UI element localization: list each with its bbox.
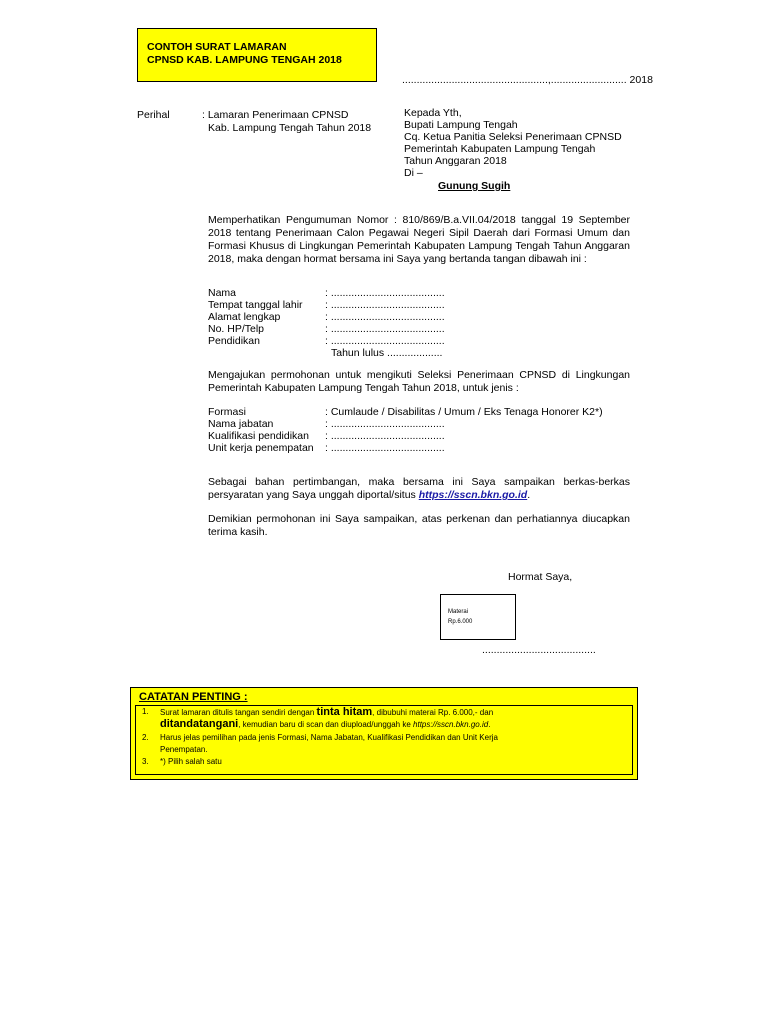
notes-list <box>135 705 633 775</box>
perihal-value: : Lamaran Penerimaan CPNSD <box>202 109 349 121</box>
field-value: : ....................................... <box>325 287 445 299</box>
date-line: ..................................................,.......................... 2018 <box>402 74 653 86</box>
paragraph-2: Mengajukan permohonan untuk mengikuti Seleksi Penerimaan CPNSD di Lingkungan Pemerintah Kabupaten Lampung Tengah Tahun 2018, untuk jenis : <box>208 369 630 394</box>
field-value: : ....................................... <box>325 442 445 454</box>
paragraph-3 <box>208 476 630 502</box>
field-label: Kualifikasi pendidikan <box>208 430 309 442</box>
notes-box <box>130 687 638 780</box>
field-label: Formasi <box>208 406 246 418</box>
note-text: *) Pilih salah satu <box>160 757 222 766</box>
note-number: 2. <box>142 733 149 742</box>
field-label: No. HP/Telp <box>208 323 265 335</box>
paragraph-3-end: . <box>527 489 531 501</box>
field-value: : ....................................... <box>325 311 445 323</box>
recipient-line-3: Cq. Ketua Panitia Seleksi Penerimaan CPNSD <box>404 131 622 143</box>
title-line-2: CPNSD KAB. LAMPUNG TENGAH 2018 <box>147 54 342 66</box>
note-text: Penempatan. <box>160 745 208 754</box>
field-label: Nama jabatan <box>208 418 274 430</box>
applicant-fields <box>0 287 768 362</box>
note-item-1 <box>136 706 632 732</box>
field-value: : ....................................... <box>325 299 445 311</box>
note-number: 1. <box>142 707 149 716</box>
recipient-line-2: Bupati Lampung Tengah <box>404 119 518 131</box>
sscn-link[interactable]: https://sscn.bkn.go.id <box>418 489 528 501</box>
note-link: https://sscn.bkn.go.id <box>413 720 489 729</box>
field-label: Alamat lengkap <box>208 311 281 323</box>
stamp-box <box>440 594 516 640</box>
closing-text: Hormat Saya, <box>508 571 573 583</box>
field-label: Tempat tanggal lahir <box>208 299 303 311</box>
note-text: , dibubuhi materai Rp. 6.000,- dan <box>372 708 494 717</box>
recipient-line-6: Di – <box>404 167 423 179</box>
paragraph-3-text: Sebagai bahan pertimbangan, maka bersama ini Saya sampaikan berkas-berkas persyaratan yang Saya unggah diportal/situs <box>208 476 630 501</box>
note-text: Surat lamaran ditulis tangan sendiri dengan <box>160 708 317 717</box>
recipient-block <box>404 107 622 179</box>
perihal-value-2: Kab. Lampung Tengah Tahun 2018 <box>208 122 372 134</box>
recipient-city: Gunung Sugih <box>438 180 511 192</box>
note-text: , kemudian baru di scan dan diupload/unggah ke <box>238 720 414 729</box>
note-emphasis: tinta hitam <box>316 706 373 718</box>
field-label: Pendidikan <box>208 335 260 347</box>
field-value: : ....................................... <box>325 430 445 442</box>
recipient-line-1: Kepada Yth, <box>404 107 462 119</box>
paragraph-1: Memperhatikan Pengumuman Nomor : 810/869/B.a.VII.04/2018 tanggal 19 September 2018 tentang Penerimaan Calon Pegawai Negeri Sipil Daerah dari Formasi Umum dan Formasi Khusus di Lingkungan Pemerintah Kabupaten Lampung Tengah Tahun Anggaran 2018, maka dengan hormat bersama ini Saya yang bertanda tangan dibawah ini : <box>208 214 630 265</box>
title-box <box>137 28 377 82</box>
signature-line: ....................................... <box>482 644 596 656</box>
recipient-line-4: Pemerintah Kabupaten Lampung Tengah <box>404 143 596 155</box>
tahun-lulus: Tahun lulus ................... <box>331 347 443 359</box>
field-value: : ....................................... <box>325 323 445 335</box>
note-text: Harus jelas pemilihan pada jenis Formasi, Nama Jabatan, Kualifikasi Pendidikan dan Unit Kerja <box>160 733 498 742</box>
note-emphasis: ditandatangani <box>160 718 239 730</box>
perihal-label: Perihal <box>137 109 170 121</box>
note-line <box>160 718 490 731</box>
stamp-label: Materai <box>448 609 469 615</box>
field-value: : ....................................... <box>325 335 445 347</box>
stamp-amount: Rp.6.000 <box>448 619 473 625</box>
note-item-2 <box>136 732 632 756</box>
title-line-1: CONTOH SURAT LAMARAN <box>147 41 287 53</box>
recipient-line-5: Tahun Anggaran 2018 <box>404 155 507 167</box>
paragraph-4: Demikian permohonan ini Saya sampaikan, atas perkenan dan perhatiannya diucapkan terima kasih. <box>208 513 630 538</box>
field-value: : ....................................... <box>325 418 445 430</box>
field-label: Nama <box>208 287 237 299</box>
notes-title: CATATAN PENTING : <box>139 691 248 703</box>
note-number: 3. <box>142 757 149 766</box>
field-label: Unit kerja penempatan <box>208 442 314 454</box>
position-fields <box>0 406 768 456</box>
note-text: . <box>488 720 491 729</box>
note-item-3 <box>136 756 632 770</box>
field-value: : Cumlaude / Disabilitas / Umum / Eks Tenaga Honorer K2*) <box>325 406 603 418</box>
